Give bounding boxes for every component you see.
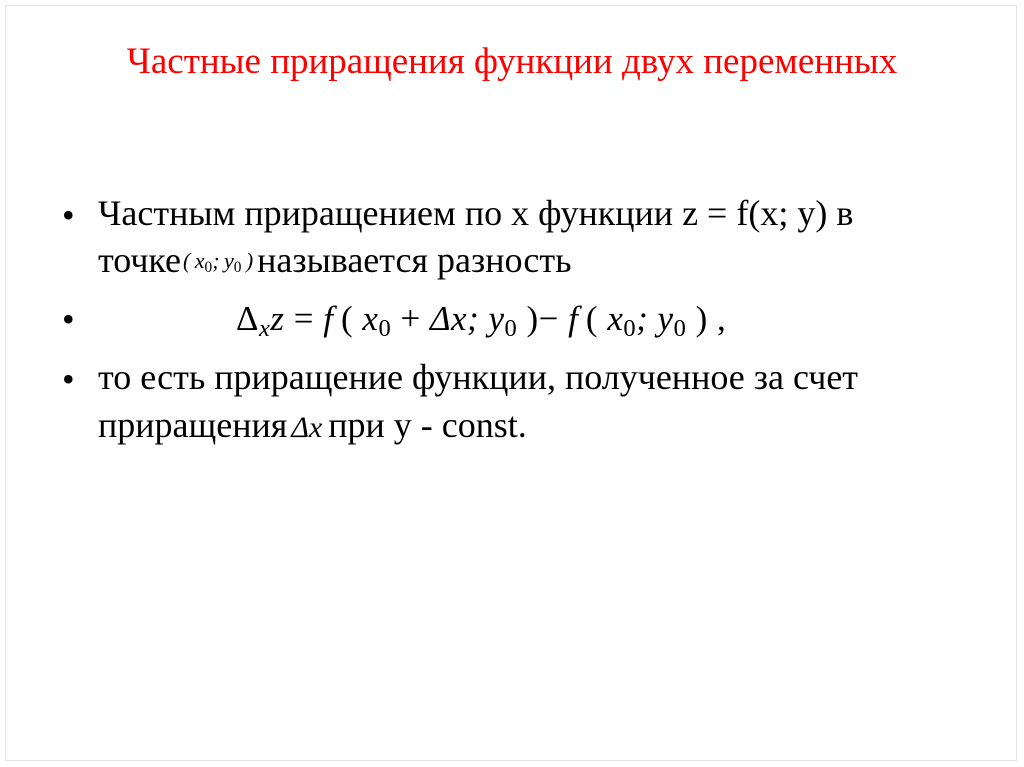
bullet-1-line-2-end: называется разность: [257, 240, 572, 280]
bullet-1-point-label: точке: [98, 240, 182, 280]
bullet-marker-2: •: [62, 299, 75, 339]
bullet-3-line-2: [98, 407, 527, 443]
bullet-marker-3: •: [62, 359, 75, 399]
point-expression: ( $x_0$; $y_0$ ): [183, 248, 254, 276]
bullet-1-line-2: [98, 242, 572, 279]
delta-x-symbol: Δx: [291, 411, 323, 444]
slide-title: Частные приращения функции двух переменных: [126, 41, 898, 82]
bullet-3-line-2-end: при y - const.: [328, 405, 527, 445]
partial-increment-formula: $\Delta_xz = f$ ( $x_0 + \Delta x$; $y_0$ )− f ( $x_0$; $y_0$ ) ,: [236, 299, 727, 343]
bullet-marker-1: •: [62, 195, 75, 235]
bullet-3-line-2-start: приращения: [98, 405, 288, 445]
bullet-1-line-1: Частным приращением по x функции z = f(x; y) в: [98, 193, 854, 233]
bullet-3-line-1: то есть приращение функции, полученное за счет: [98, 357, 859, 397]
